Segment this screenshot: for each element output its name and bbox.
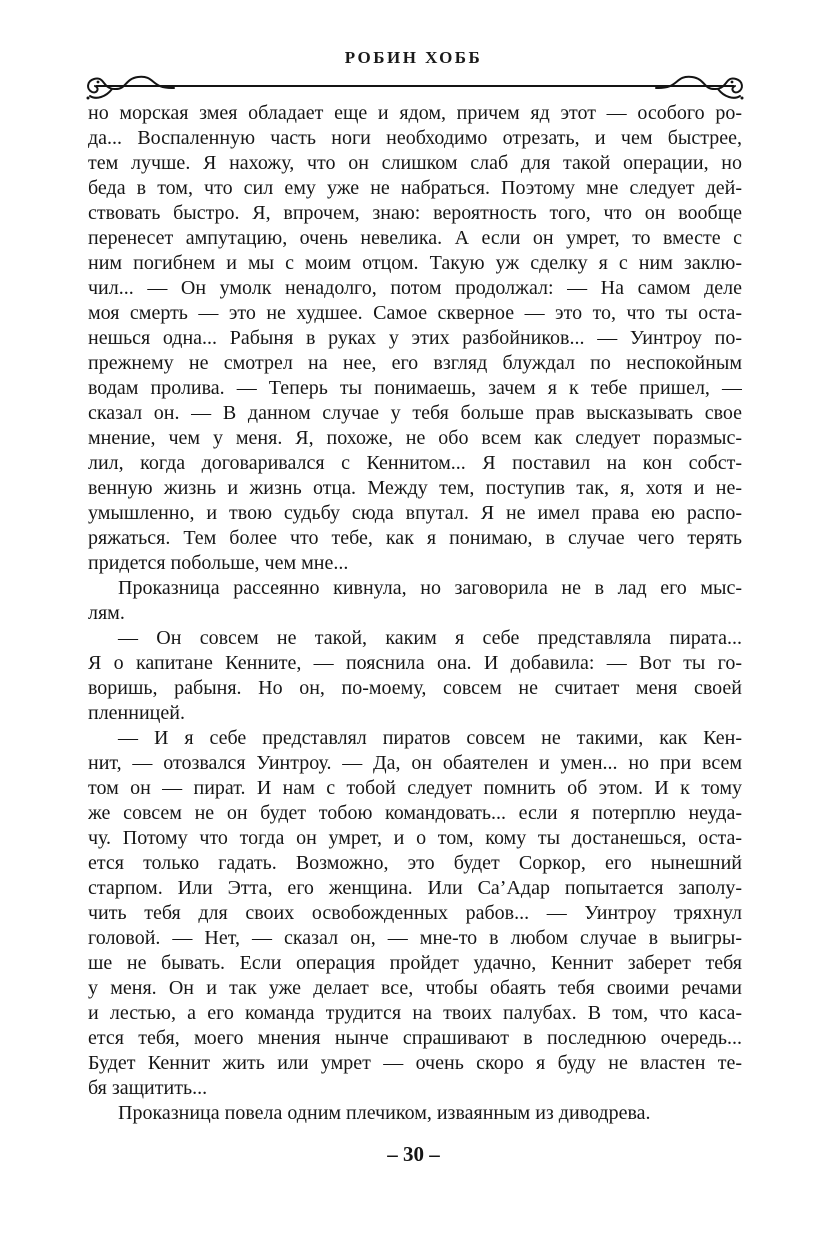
text-line: чил... — Он умолк ненадолго, потом продолжал: — На самом деле bbox=[88, 277, 742, 299]
text-line: сказал он. — В данном случае у тебя больше прав высказывать свое bbox=[88, 402, 742, 424]
text-line: старпом. Или Этта, его женщина. Или Са’Адар попытается заполу- bbox=[88, 877, 742, 899]
text-line: пленницей. bbox=[88, 702, 185, 724]
paragraph bbox=[88, 726, 742, 1101]
text-line: ним погибнем и мы с моим отцом. Такую уж сделку я с ним заклю- bbox=[88, 252, 742, 274]
text-line: но морская змея обладает еще и ядом, причем яд этот — особого ро- bbox=[88, 102, 742, 124]
text-line: Проказница рассеянно кивнула, но заговорила не в лад его мыс- bbox=[118, 577, 742, 599]
paragraph bbox=[88, 1101, 742, 1126]
text-line: воришь, рабыня. Но он, по-моему, совсем не считает меня своей bbox=[88, 677, 742, 699]
text-line: Будет Кеннит жить или умрет — очень скоро я буду не властен те- bbox=[88, 1052, 742, 1074]
text-line: придется побольше, чем мне... bbox=[88, 552, 349, 574]
text-line: нит, — отозвался Уинтроу. — Да, он обаятелен и умен... но при всем bbox=[88, 752, 742, 774]
paragraph bbox=[88, 626, 742, 726]
text-line: и лестью, а его команда трудится на твоих палубах. В том, что каса- bbox=[88, 1002, 742, 1024]
text-line: ется тебя, моего мнения нынче спрашивают в последнюю очередь... bbox=[88, 1027, 742, 1049]
text-line: нешься одна... Рабыня в руках у этих разбойников... — Уинтроу по- bbox=[88, 327, 742, 349]
paragraph bbox=[88, 101, 742, 576]
text-line: — И я себе представлял пиратов совсем не такими, как Кен- bbox=[118, 727, 742, 749]
text-line: ряжаться. Тем более что тебе, как я понимаю, в случае чего терять bbox=[88, 527, 742, 549]
text-line: венную жизнь и жизнь отца. Между тем, поступив так, я, хотя и не- bbox=[88, 477, 742, 499]
text-line: чу. Потому что тогда он умрет, и о том, кому ты достанешься, оста- bbox=[88, 827, 742, 849]
text-line: прежнему не смотрел на нее, его взгляд блуждал по неспокойным bbox=[88, 352, 742, 374]
text-line: умышленно, и твою судьбу сюда впутал. Я не имел права ею распо- bbox=[88, 502, 742, 524]
text-line: ствовать быстро. Я, впрочем, знаю: вероятность того, что он вообще bbox=[88, 202, 742, 224]
text-line: бя защитить... bbox=[88, 1077, 208, 1099]
text-line: головой. — Нет, — сказал он, — мне-то в любом случае в выигры- bbox=[88, 927, 742, 949]
header-ornament bbox=[88, 66, 742, 106]
text-line: у меня. Он и так уже делает все, чтобы обаять тебя своими речами bbox=[88, 977, 742, 999]
text-line: беда в том, что сил ему уже не набраться. Поэтому мне следует дей- bbox=[88, 177, 742, 199]
text-line: да... Воспаленную часть ноги необходимо отрезать, и чем быстрее, bbox=[88, 127, 742, 149]
text-line: чить тебя для своих освобожденных рабов... — Уинтроу тряхнул bbox=[88, 902, 742, 924]
page-number: – 30 – bbox=[387, 1142, 440, 1166]
text-line: мнение, чем у меня. Я, похоже, не обо всем как следует поразмыс- bbox=[88, 427, 742, 449]
text-line: лям. bbox=[88, 602, 125, 624]
paragraph bbox=[88, 576, 742, 626]
text-line: же совсем не он будет тобою командовать... если я потерплю неуда- bbox=[88, 802, 742, 824]
text-line: Я о капитане Кенните, — пояснила она. И добавила: — Вот ты го- bbox=[88, 652, 742, 674]
text-line: Проказница повела одним плечиком, изваянным из диводрева. bbox=[118, 1102, 651, 1124]
text-line: том он — пират. И нам с тобой следует помнить об этом. И к тому bbox=[88, 777, 742, 799]
text-line: тем лучше. Я нахожу, что он слишком слаб для такой операции, но bbox=[88, 152, 742, 174]
header-rule bbox=[96, 85, 734, 87]
running-header: РОБИН ХОББ bbox=[344, 48, 483, 67]
text-line: ше не бывать. Если операция пройдет удачно, Кеннит заберет тебя bbox=[88, 952, 742, 974]
text-line: — Он совсем не такой, каким я себе представляла пирата... bbox=[118, 627, 742, 649]
text-line: перенесет ампутацию, очень невелика. А если он умрет, то вместе с bbox=[88, 227, 742, 249]
page-body bbox=[88, 101, 742, 1126]
text-line: лил, когда договаривался с Кеннитом... Я поставил на кон собст- bbox=[88, 452, 742, 474]
text-line: моя смерть — это не худшее. Самое скверное — это то, что ты оста- bbox=[88, 302, 742, 324]
text-line: водам пролива. — Теперь ты понимаешь, зачем я к тебе пришел, — bbox=[88, 377, 742, 399]
flourish-right-icon bbox=[654, 68, 746, 102]
text-line: ется только гадать. Возможно, это будет Соркор, его нынешний bbox=[88, 852, 742, 874]
